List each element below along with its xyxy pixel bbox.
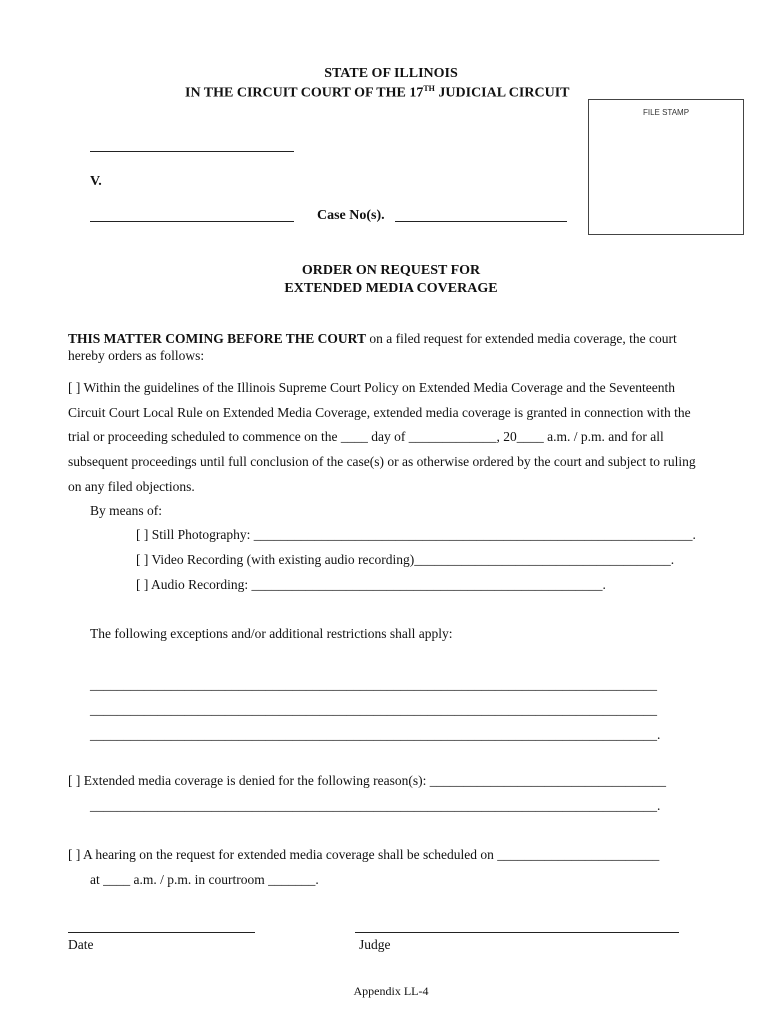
defendant-line[interactable] [90, 221, 294, 222]
judge-label: Judge [359, 937, 391, 952]
denied-reason-line[interactable]: ____________________________________________________________________________________. [90, 798, 661, 813]
court-heading [185, 84, 570, 102]
order-title-line1: ORDER ON REQUEST FOR [301, 263, 481, 278]
case-number-label: Case No(s). [317, 208, 385, 223]
video-recording-option[interactable]: [ ] Video Recording (with existing audio recording)______________________________________. [136, 552, 675, 567]
intro-line2: hereby orders as follows: [68, 348, 205, 363]
versus-label: V. [90, 174, 102, 189]
case-number-line[interactable] [395, 221, 567, 222]
court-heading-prefix: IN THE CIRCUIT COURT OF THE 17 [185, 85, 424, 101]
appendix-footer: Appendix LL-4 [353, 984, 429, 998]
denied-option[interactable]: [ ] Extended media coverage is denied for the following reason(s): ___________________________________ [68, 773, 666, 788]
means-label: By means of: [90, 503, 162, 518]
court-heading-suffix: JUDICIAL CIRCUIT [434, 85, 570, 101]
date-label: Date [68, 937, 94, 952]
still-photography-option[interactable]: [ ] Still Photography: _________________________________________________________________. [136, 527, 696, 542]
intro-bold: THIS MATTER COMING BEFORE THE COURT [68, 331, 366, 346]
order-title-line2: EXTENDED MEDIA COVERAGE [284, 281, 498, 296]
grant-date-line[interactable]: trial or proceeding scheduled to commence on the ____ day of _____________, 20____ a.m. / p.m. and for all [68, 429, 664, 444]
grant-checkbox-line[interactable]: [ ] Within the guidelines of the Illinois Supreme Court Policy on Extended Media Coverage and the Seventeenth [68, 380, 675, 395]
grant-paragraph-line: Circuit Court Local Rule on Extended Media Coverage, extended media coverage is granted in connection with the [68, 405, 691, 420]
court-heading-ordinal: TH [423, 84, 435, 93]
intro-rest: on a filed request for extended media coverage, the court [365, 331, 677, 346]
exceptions-label: The following exceptions and/or additional restrictions shall apply: [90, 626, 453, 641]
grant-paragraph-line: on any filed objections. [68, 479, 195, 494]
file-stamp-label: FILE STAMP [642, 108, 690, 117]
file-stamp-box [588, 99, 744, 235]
plaintiff-line[interactable] [90, 151, 294, 152]
exceptions-line[interactable]: ____________________________________________________________________________________ [90, 702, 657, 717]
exceptions-line[interactable]: ____________________________________________________________________________________ [90, 677, 657, 692]
grant-paragraph-line: subsequent proceedings until full conclusion of the case(s) or as otherwise ordered by the court and subject to ruling [68, 454, 696, 469]
state-heading: STATE OF ILLINOIS [324, 66, 458, 81]
exceptions-line[interactable]: ____________________________________________________________________________________. [90, 727, 661, 742]
intro-line1 [68, 331, 677, 347]
date-signature-line[interactable] [68, 932, 255, 933]
judge-signature-line[interactable] [355, 932, 679, 933]
hearing-option[interactable]: [ ] A hearing on the request for extended media coverage shall be scheduled on ________________________ [68, 847, 660, 862]
hearing-time-line[interactable]: at ____ a.m. / p.m. in courtroom _______. [90, 872, 319, 887]
audio-recording-option[interactable]: [ ] Audio Recording: ____________________________________________________. [136, 577, 606, 592]
